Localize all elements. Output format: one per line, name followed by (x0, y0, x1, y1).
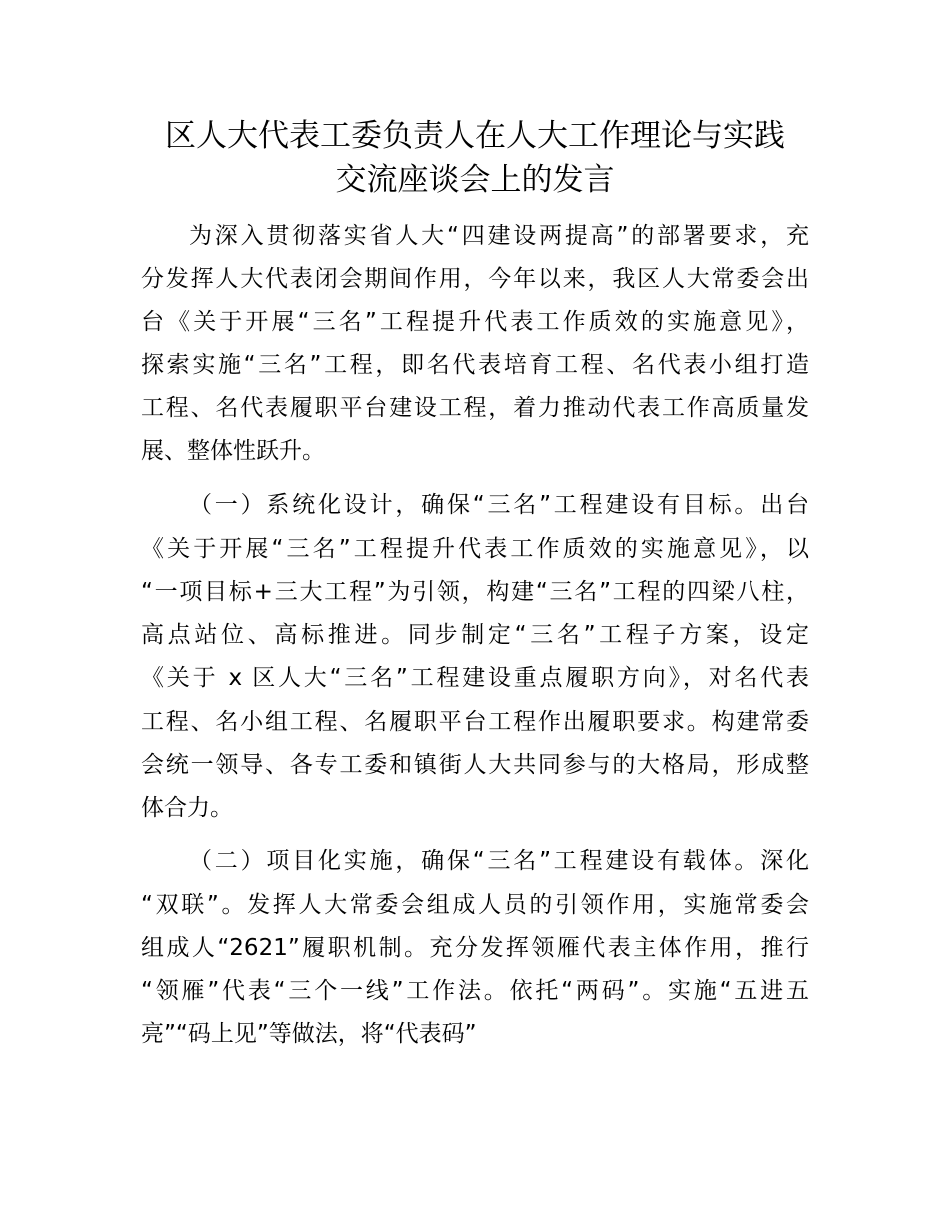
paragraph-2-line-2: 《关于开展“三名”工程提升代表工作质效的实施意见》，以 (141, 536, 809, 562)
paragraph-2-line-8: 体合力。 (141, 795, 233, 821)
paragraph-3-line-1: （二）项目化实施，确保“三名”工程建设有载体。深化 (189, 848, 809, 874)
paragraph-1-line-1: 为深入贯彻落实省人大“四建设两提高”的部署要求，充 (189, 223, 809, 249)
document-title-line-2: 交流座谈会上的发言 (335, 162, 615, 198)
paragraph-1-line-3: 台《关于开展“三名”工程提升代表工作质效的实施意见》， (141, 309, 809, 335)
paragraph-3-line-5: 亮”“码上见”等做法，将“代表码” (141, 1021, 477, 1047)
paragraph-3-line-3: 组成人“2621”履职机制。充分发挥领雁代表主体作用，推行 (141, 935, 809, 961)
document-title-line-1: 区人大代表工委负责人在人大工作理论与实践 (165, 118, 785, 154)
paragraph-3-line-2: “双联”。发挥人大常委会组成人员的引领作用，实施常委会 (141, 892, 809, 918)
paragraph-2-line-3: “一项目标+三大工程”为引领，构建“三名”工程的四梁八柱， (141, 579, 809, 605)
paragraph-3-line-4: “领雁”代表“三个一线”工作法。依托“两码”。实施“五进五 (141, 978, 809, 1004)
paragraph-2-line-7: 会统一领导、各专工委和镇街人大共同参与的大格局，形成整 (141, 752, 809, 778)
paragraph-2-line-1: （一）系统化设计，确保“三名”工程建设有目标。出台 (189, 492, 809, 518)
paragraph-2-line-5: 《关于 x 区人大“三名”工程建设重点履职方向》，对名代表 (141, 665, 809, 691)
paragraph-2-line-6: 工程、名小组工程、名履职平台工程作出履职要求。构建常委 (141, 709, 809, 735)
paragraph-2-line-4: 高点站位、高标推进。同步制定“三名”工程子方案，设定 (141, 622, 809, 648)
paragraph-1-line-5: 工程、名代表履职平台建设工程，着力推动代表工作高质量发 (141, 395, 809, 421)
paragraph-1-line-4: 探索实施“三名”工程，即名代表培育工程、名代表小组打造 (141, 352, 809, 378)
paragraph-1-line-6: 展、整体性跃升。 (141, 438, 325, 464)
paragraph-1-line-2: 分发挥人大代表闭会期间作用，今年以来，我区人大常委会出 (141, 266, 809, 292)
